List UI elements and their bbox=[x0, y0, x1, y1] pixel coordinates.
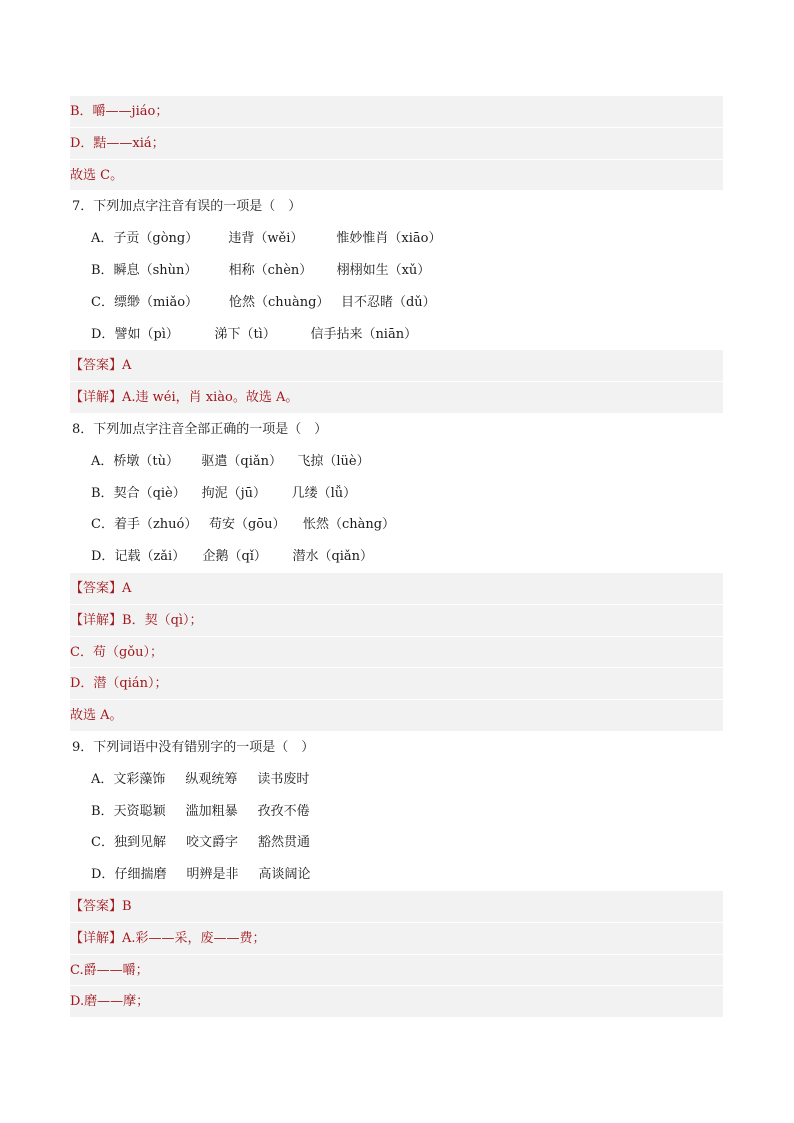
question-9-detail-line: D.磨——摩； bbox=[70, 986, 723, 1018]
question-8-detail-line: D．潜（qián）； bbox=[70, 668, 723, 700]
detail-tag: 【详解】 bbox=[70, 390, 123, 406]
option-item: 怅然（chàng） bbox=[302, 517, 396, 533]
option-item: 滥加粗暴 bbox=[185, 803, 238, 819]
question-7-stem: 7．下列加点字注音有误的一项是（ ） bbox=[72, 199, 302, 215]
option-item: 孜孜不倦 bbox=[257, 803, 310, 819]
answer-value: A bbox=[122, 580, 132, 596]
question-8-option-c bbox=[70, 509, 723, 541]
option-item: 栩栩如生（xǔ） bbox=[336, 262, 431, 278]
question-9-option-a bbox=[70, 764, 723, 796]
question-7-option-d bbox=[70, 319, 723, 351]
question-7-option-b bbox=[70, 255, 723, 287]
option-item: 目不忍睹（dǔ） bbox=[340, 294, 436, 310]
option-item: 譬如（pì） bbox=[114, 326, 179, 342]
question-7-option-c bbox=[70, 287, 723, 319]
option-item: 高谈阔论 bbox=[258, 867, 311, 883]
question-9-option-b bbox=[70, 796, 723, 828]
question-8-detail-line: C．苟（gǒu）； bbox=[70, 637, 723, 669]
option-item: 潜水（qiǎn） bbox=[292, 549, 374, 565]
question-9-detail-line: C.爵——嚼； bbox=[70, 955, 723, 987]
option-item: 相称（chèn） bbox=[228, 262, 313, 278]
option-item: 契合（qiè） bbox=[113, 485, 186, 501]
option-label: B． bbox=[91, 485, 114, 501]
option-label: A． bbox=[91, 453, 114, 469]
question-8-detail bbox=[70, 605, 723, 637]
option-label: D． bbox=[91, 867, 115, 883]
option-label: B． bbox=[91, 262, 114, 278]
detail-tag: 【详解】 bbox=[70, 930, 123, 946]
question-8-answer bbox=[70, 573, 723, 605]
detail-tag: 【详解】 bbox=[70, 612, 123, 628]
option-label: B． bbox=[91, 803, 114, 819]
option-item: 桥墩（tù） bbox=[113, 453, 179, 469]
detail-text: A.彩——采，废——费； bbox=[122, 930, 266, 946]
option-item: 独到见解 bbox=[113, 835, 166, 851]
question-8-conclusion: 故选 A。 bbox=[70, 700, 723, 732]
document-page bbox=[70, 96, 723, 1018]
option-item: 飞掠（lüè） bbox=[297, 453, 370, 469]
option-label: D． bbox=[91, 549, 115, 565]
option-label: C． bbox=[91, 294, 114, 310]
option-item: 记载（zǎi） bbox=[114, 549, 186, 565]
option-item: 咬文爵字 bbox=[185, 835, 238, 851]
answer-tag: 【答案】 bbox=[70, 898, 123, 914]
prev-detail-line: B．嚼——jiáo； bbox=[70, 96, 723, 128]
option-item: 缥缈（miǎo） bbox=[113, 294, 199, 310]
question-7-option-a bbox=[70, 223, 723, 255]
option-item: 读书废时 bbox=[257, 771, 310, 787]
answer-value: A bbox=[122, 358, 132, 374]
option-item: 天资聪颖 bbox=[113, 803, 166, 819]
question-9-stem: 9．下列词语中没有错别字的一项是（ ） bbox=[72, 739, 315, 755]
option-label: A． bbox=[91, 771, 114, 787]
option-item: 子贡（gòng） bbox=[113, 231, 199, 247]
question-8-option-b bbox=[70, 478, 723, 510]
option-item: 拘泥（jū） bbox=[201, 485, 266, 501]
answer-tag: 【答案】 bbox=[70, 580, 123, 596]
answer-value: B bbox=[122, 898, 132, 914]
option-label: A． bbox=[91, 231, 114, 247]
option-item: 怆然（chuàng） bbox=[228, 294, 330, 310]
option-item: 惟妙惟肖（xiāo） bbox=[336, 231, 442, 247]
option-item: 仔细揣磨 bbox=[114, 867, 167, 883]
option-label: C． bbox=[91, 835, 114, 851]
prev-detail-line: D．黠——xiá； bbox=[70, 128, 723, 160]
option-item: 企鹅（qǐ） bbox=[202, 549, 267, 565]
detail-text: B．契（qì）； bbox=[122, 612, 203, 628]
option-label: C． bbox=[91, 517, 114, 533]
question-8-option-d bbox=[70, 541, 723, 573]
option-item: 违背（wěi） bbox=[228, 231, 304, 247]
question-7-detail bbox=[70, 382, 723, 414]
question-7-answer bbox=[70, 350, 723, 382]
option-item: 纵观统筹 bbox=[185, 771, 238, 787]
question-8-option-a bbox=[70, 446, 723, 478]
question-9-answer bbox=[70, 891, 723, 923]
option-item: 几缕（lǚ） bbox=[291, 485, 357, 501]
option-item: 着手（zhuó） bbox=[113, 517, 198, 533]
option-item: 涕下（tì） bbox=[214, 326, 276, 342]
option-item: 苟安（gōu） bbox=[208, 517, 286, 533]
detail-text: A.违 wéi，肖 xiào。故选 A。 bbox=[122, 390, 299, 406]
option-item: 驱遣（qiǎn） bbox=[201, 453, 282, 469]
question-8-stem: 8．下列加点字注音全部正确的一项是（ ） bbox=[72, 421, 328, 437]
question-9-option-d bbox=[70, 859, 723, 891]
question-9-option-c bbox=[70, 827, 723, 859]
option-item: 豁然贯通 bbox=[257, 835, 310, 851]
option-item: 瞬息（shùn） bbox=[113, 262, 198, 278]
option-item: 信手拈来（niān） bbox=[310, 326, 418, 342]
question-9-detail bbox=[70, 923, 723, 955]
option-item: 文彩藻饰 bbox=[113, 771, 166, 787]
prev-conclusion: 故选 C。 bbox=[70, 160, 723, 192]
option-item: 明辨是非 bbox=[186, 867, 239, 883]
answer-tag: 【答案】 bbox=[70, 358, 123, 374]
option-label: D． bbox=[91, 326, 115, 342]
